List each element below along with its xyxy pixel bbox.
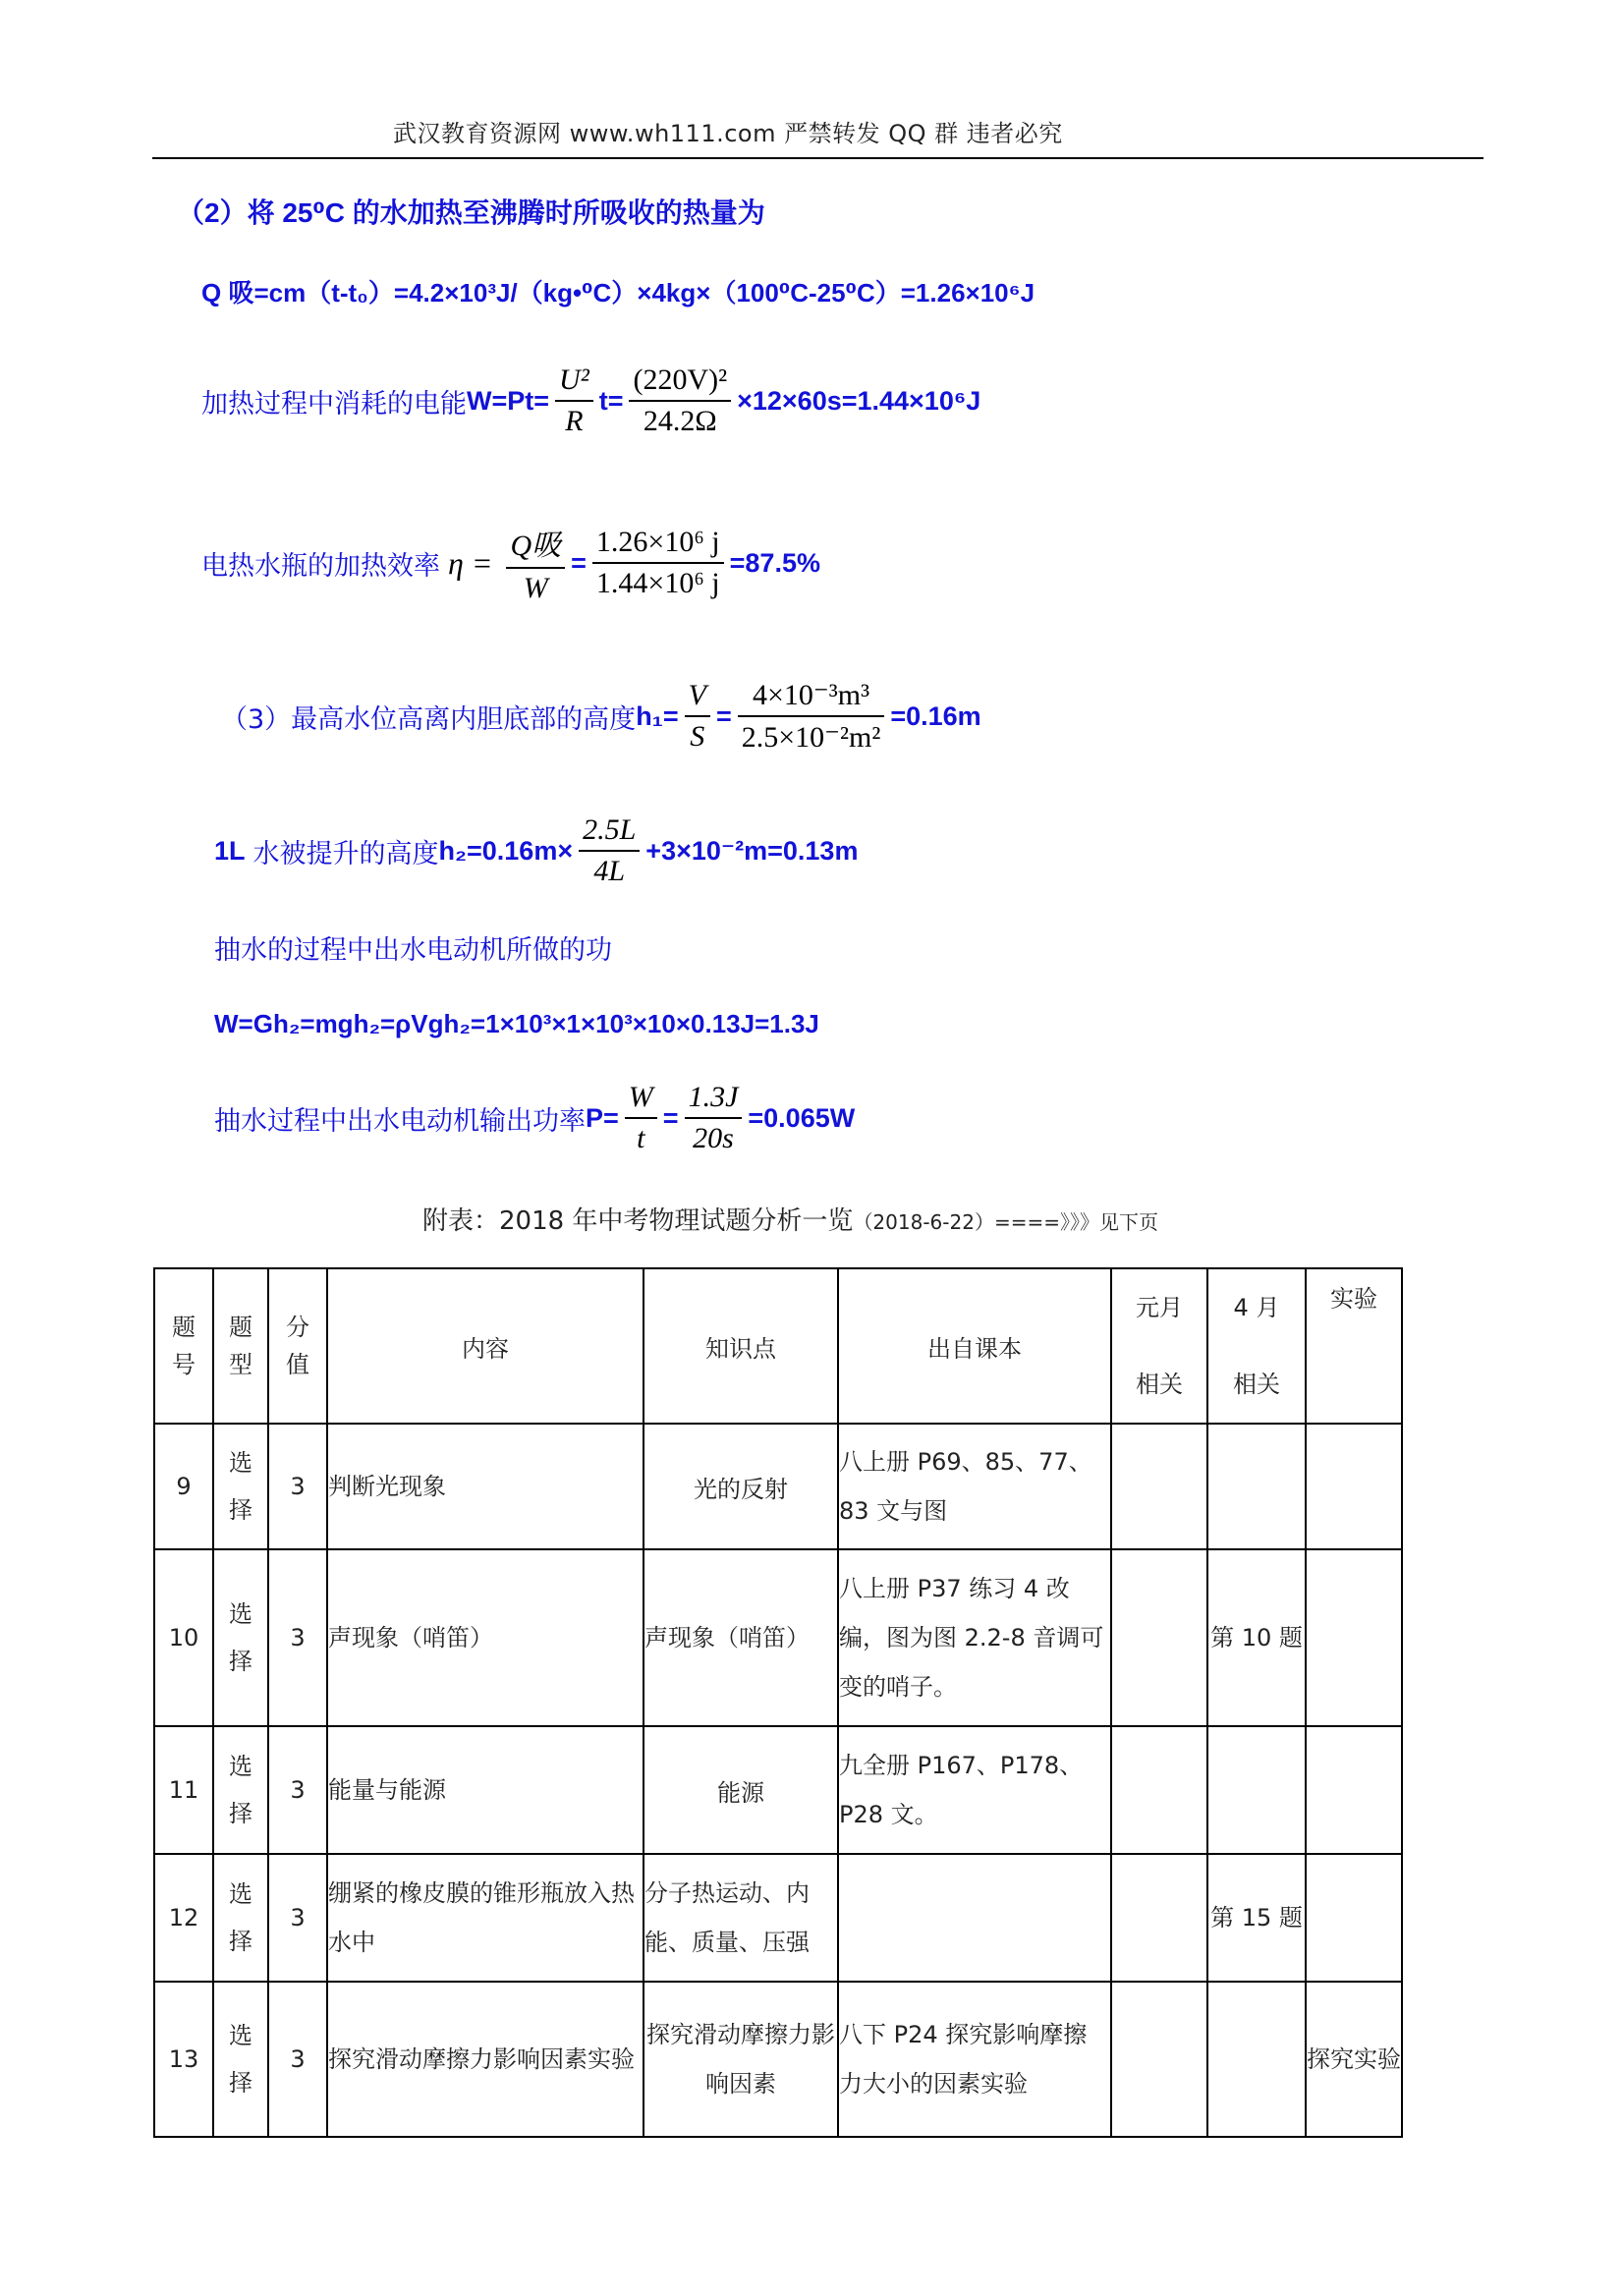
- table-row: [154, 1549, 1402, 1726]
- cell-num: 9: [154, 1424, 213, 1549]
- cell-yuanyue: [1111, 1424, 1207, 1549]
- energy-prefix: W=Pt=: [467, 385, 550, 416]
- header-type-line1: 题: [229, 1314, 252, 1341]
- fraction-numerator: U²: [559, 364, 589, 396]
- header-source: 出自课本: [838, 1268, 1111, 1424]
- energy-line: [201, 364, 980, 438]
- power-eq: =: [662, 1102, 679, 1133]
- fraction-denominator: t: [637, 1122, 645, 1154]
- fraction-numerator: 1.3J: [688, 1081, 739, 1113]
- lift-prefix: 1L: [214, 835, 246, 866]
- cell-source: 九全册 P167、P178、P28 文。: [838, 1726, 1111, 1854]
- header-yuanyue-line1: 元月: [1136, 1294, 1183, 1321]
- cell-yuanyue: [1111, 1982, 1207, 2137]
- cell-type: [213, 1726, 268, 1854]
- cell-experiment: [1306, 1726, 1402, 1854]
- work-label: 抽水的过程中出水电动机所做的功: [214, 935, 612, 966]
- header-num-line2: 号: [172, 1351, 196, 1378]
- cell-num: 12: [154, 1854, 213, 1982]
- fraction-numerator: 2.5L: [583, 813, 637, 846]
- power-fraction-2: [685, 1081, 743, 1155]
- lift-line: [214, 813, 858, 888]
- header-score-line1: 分: [286, 1314, 309, 1341]
- header-april-line2: 相关: [1233, 1371, 1280, 1398]
- header-content: 内容: [327, 1268, 644, 1424]
- energy-fraction-2: [629, 364, 731, 438]
- cell-content: 绷紧的橡皮膜的锥形瓶放入热水中: [327, 1854, 644, 1982]
- part2-heading: （2）将 25⁰C 的水加热至沸腾时所吸收的热量为: [177, 197, 765, 228]
- cell-type-line2: 择: [229, 2069, 252, 2097]
- cell-experiment: [1306, 1424, 1402, 1549]
- fraction-denominator: 1.44×10⁶ j: [595, 567, 720, 599]
- efficiency-fraction-1: [506, 521, 565, 605]
- lift-suffix: +3×10⁻²m=0.13m: [645, 835, 859, 866]
- cell-type-line1: 选: [229, 1880, 252, 1908]
- energy-fraction-1: [555, 364, 593, 438]
- cell-knowledge: 分子热运动、内能、质量、压强: [644, 1854, 838, 1982]
- efficiency-suffix: =87.5%: [729, 547, 820, 578]
- cell-content: 声现象（哨笛）: [327, 1549, 644, 1726]
- cell-april: 第 15 题: [1207, 1854, 1306, 1982]
- header-num: [154, 1268, 213, 1424]
- work-formula: W=Gh₂=mgh₂=ρVgh₂=1×10³×1×10³×10×0.13J=1.3J: [214, 1009, 819, 1038]
- cell-num: 13: [154, 1982, 213, 2137]
- height-fraction-2: [738, 678, 885, 755]
- height-label: （3）最高水位高离内胆底部的高度: [221, 703, 637, 735]
- power-line: [214, 1081, 855, 1155]
- fraction-numerator: 4×10⁻³m³: [752, 679, 870, 711]
- table-row: [154, 1982, 1402, 2137]
- header-num-line1: 题: [172, 1314, 196, 1341]
- cell-type-line1: 选: [229, 1449, 252, 1477]
- cell-knowledge: 声现象（哨笛）: [644, 1549, 838, 1726]
- cell-score: 3: [268, 1424, 327, 1549]
- cell-knowledge: 能源: [644, 1726, 838, 1854]
- cell-type: [213, 1549, 268, 1726]
- cell-type-line1: 选: [229, 2022, 252, 2049]
- header-april: [1207, 1268, 1306, 1424]
- cell-type-line2: 择: [229, 1648, 252, 1675]
- cell-content: 探究滑动摩擦力影响因素实验: [327, 1982, 644, 2137]
- header-type: [213, 1268, 268, 1424]
- cell-type: [213, 1982, 268, 2137]
- cell-type-line1: 选: [229, 1753, 252, 1780]
- fraction-numerator: (220V)²: [633, 364, 728, 396]
- fraction-denominator: R: [565, 405, 584, 437]
- lift-fraction: [579, 813, 640, 888]
- heat-formula: Q 吸=cm（t-t₀）=4.2×10³J/（kg•⁰C）×4kg×（100⁰C-25⁰C）=1.26×10⁶J: [201, 278, 1035, 308]
- cell-yuanyue: [1111, 1549, 1207, 1726]
- table-row: [154, 1854, 1402, 1982]
- analysis-table: [153, 1267, 1403, 2138]
- cell-source: 八上册 P37 练习 4 改编，图为图 2.2-8 音调可变的哨子。: [838, 1549, 1111, 1726]
- page-header: 武汉教育资源网 www.wh111.com 严禁转发 QQ 群 违者必究: [393, 120, 1063, 147]
- caption-date: （2018-6-22）====》》》见下页: [853, 1210, 1158, 1234]
- fraction-denominator: 4L: [593, 855, 626, 887]
- power-label: 抽水过程中出水电动机输出功率: [214, 1105, 586, 1137]
- power-suffix: =0.065W: [748, 1102, 856, 1133]
- height-prefix: h₁=: [636, 700, 679, 731]
- header-yuanyue: [1111, 1268, 1207, 1424]
- cell-type: [213, 1424, 268, 1549]
- cell-knowledge: 光的反射: [644, 1424, 838, 1549]
- cell-type-line1: 选: [229, 1600, 252, 1628]
- cell-score: 3: [268, 1726, 327, 1854]
- fraction-denominator: 2.5×10⁻²m²: [741, 721, 881, 754]
- cell-april: [1207, 1982, 1306, 2137]
- table-row: [154, 1424, 1402, 1549]
- cell-yuanyue: [1111, 1854, 1207, 1982]
- cell-source: [838, 1854, 1111, 1982]
- fraction-denominator: 20s: [693, 1122, 734, 1154]
- fraction-numerator: V: [688, 679, 706, 711]
- cell-score: 3: [268, 1854, 327, 1982]
- efficiency-fraction-2: [592, 526, 724, 600]
- header-score-line2: 值: [286, 1351, 309, 1378]
- lift-expr: h₂=0.16m×: [438, 835, 574, 866]
- cell-score: 3: [268, 1982, 327, 2137]
- cell-experiment: [1306, 1854, 1402, 1982]
- height-line: [221, 678, 981, 755]
- cell-source: 八上册 P69、85、77、83 文与图: [838, 1424, 1111, 1549]
- power-fraction-1: [625, 1081, 657, 1155]
- cell-num: 11: [154, 1726, 213, 1854]
- height-suffix: =0.16m: [890, 700, 981, 731]
- lift-label: 水被提升的高度: [252, 838, 439, 869]
- height-eq: =: [715, 700, 732, 731]
- fraction-numerator: 1.26×10⁶ j: [595, 526, 720, 558]
- cell-experiment: 探究实验: [1306, 1982, 1402, 2137]
- cell-experiment: [1306, 1549, 1402, 1726]
- energy-label: 加热过程中消耗的电能: [201, 388, 467, 420]
- efficiency-eq: =: [571, 547, 587, 578]
- cell-april: [1207, 1424, 1306, 1549]
- eta-symbol: η =: [448, 544, 493, 581]
- cell-num: 10: [154, 1549, 213, 1726]
- cell-content: 能量与能源: [327, 1726, 644, 1854]
- fraction-numerator: Q吸: [510, 530, 562, 562]
- cell-type-line2: 择: [229, 1496, 252, 1524]
- table-header-row: [154, 1268, 1402, 1424]
- caption-main: 附表：2018 年中考物理试题分析一览: [422, 1206, 854, 1236]
- fraction-denominator: S: [690, 720, 705, 753]
- cell-yuanyue: [1111, 1726, 1207, 1854]
- table-row: [154, 1726, 1402, 1854]
- energy-mid: t=: [598, 385, 624, 416]
- cell-type-line2: 择: [229, 1800, 252, 1827]
- header-rule: [152, 157, 1483, 159]
- fraction-denominator: 24.2Ω: [643, 405, 717, 437]
- fraction-numerator: W: [628, 1081, 653, 1113]
- cell-source: 八下 P24 探究影响摩擦力大小的因素实验: [838, 1982, 1111, 2137]
- cell-april: [1207, 1726, 1306, 1854]
- header-experiment: 实验: [1306, 1268, 1402, 1424]
- header-yuanyue-line2: 相关: [1136, 1371, 1183, 1398]
- table-caption: [422, 1201, 1158, 1237]
- header-knowledge: 知识点: [644, 1268, 838, 1424]
- header-type-line2: 型: [229, 1351, 252, 1378]
- header-score: [268, 1268, 327, 1424]
- fraction-denominator: W: [523, 572, 548, 604]
- cell-type-line2: 择: [229, 1928, 252, 1955]
- energy-suffix: ×12×60s=1.44×10⁶J: [737, 385, 981, 416]
- header-april-line1: 4 月: [1233, 1294, 1280, 1321]
- cell-score: 3: [268, 1549, 327, 1726]
- height-fraction-1: [685, 679, 710, 754]
- efficiency-line: [201, 521, 820, 605]
- cell-content: 判断光现象: [327, 1424, 644, 1549]
- efficiency-label: 电热水瓶的加热效率: [201, 550, 440, 582]
- cell-type: [213, 1854, 268, 1982]
- cell-knowledge: 探究滑动摩擦力影响因素: [644, 1982, 838, 2137]
- cell-april: 第 10 题: [1207, 1549, 1306, 1726]
- power-prefix: P=: [586, 1102, 619, 1133]
